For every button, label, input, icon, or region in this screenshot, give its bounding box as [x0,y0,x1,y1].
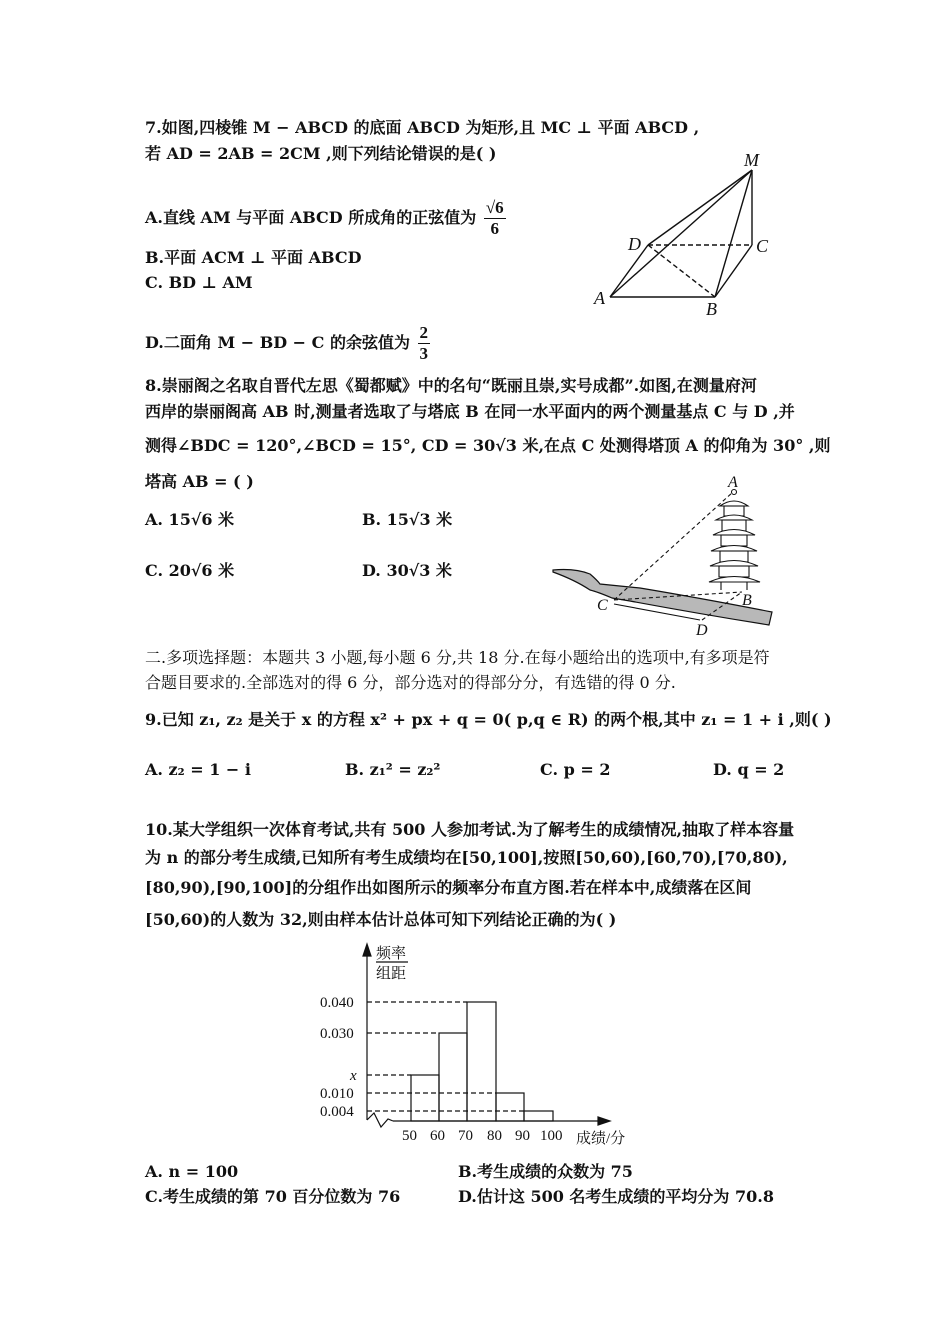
q10-stem-line4: [50,60)的人数为 32,则由样本估计总体可知下列结论正确的为( ) [145,910,617,929]
section2-line2: 合题目要求的.全部选对的得 6 分，部分选对的得部分分，有选错的得 0 分. [145,673,676,692]
q7-option-d-text: D.二面角 M − BD − C 的余弦值为 [145,333,410,352]
y-tick-x: x [350,1068,357,1084]
label-D: D [628,234,641,254]
fraction-denominator: 3 [419,344,429,363]
bar-60-70 [439,1033,467,1121]
label-C: C [597,597,608,614]
q8-stem-line1: 8.崇丽阁之名取自晋代左思《蜀都赋》中的名句“既丽且崇,实号成都”.如图,在测量府河 [145,376,757,395]
q8-stem-line2: 西岸的崇丽阁高 AB 时,测量者选取了与塔底 B 在同一水平面内的两个测量基点 C 与 D ,并 [145,402,795,421]
q7-option-b: B.平面 ACM ⊥ 平面 ABCD [145,248,362,267]
section2-line1: 二.多项选择题：本题共 3 小题,每小题 6 分,共 18 分.在每小题给出的选项中,有多项是符 [145,648,770,667]
bar-70-80 [467,1002,496,1121]
bar-80-90 [496,1093,524,1121]
x-tick-80: 80 [487,1128,502,1144]
q10-option-c: C.考生成绩的第 70 百分位数为 76 [145,1187,401,1206]
y-tick-0.004: 0.004 [320,1104,354,1120]
q9-option-a: A. z₂ = 1 − i [145,760,251,779]
q9-stem: 9.已知 z₁, z₂ 是关于 x 的方程 x² + px + q = 0( p,q ∈ R) 的两个根,其中 z₁ = 1 + i ,则( ) [145,710,832,729]
x-tick-70: 70 [458,1128,473,1144]
q10-option-a: A. n = 100 [145,1162,239,1181]
x-tick-100: 100 [540,1128,563,1144]
q8-stem-line3: 测得∠BDC = 120°,∠BCD = 15°, CD = 30√3 米,在点 C 处测得塔顶 A 的仰角为 30° ,则 [145,436,831,455]
y-tick-0.010: 0.010 [320,1086,354,1102]
label-B: B [742,592,752,609]
fraction-numerator: √6 [485,198,504,217]
q9-option-c: C. p = 2 [540,760,611,779]
y-tick-0.040: 0.040 [320,995,354,1011]
x-tick-50: 50 [402,1128,417,1144]
q7-stem-line1: 7.如图,四棱锥 M − ABCD 的底面 ABCD 为矩形,且 MC ⊥ 平面 ABCD , [145,118,700,137]
x-tick-60: 60 [430,1128,445,1144]
label-D: D [696,622,708,639]
ylabel-bottom: 组距 [376,966,407,982]
q8-option-a: A. 15√6 米 [145,510,235,529]
x-tick-90: 90 [515,1128,530,1144]
q10-option-d: D.估计这 500 名考生成绩的平均分为 70.8 [458,1187,774,1206]
ylabel-top: 频率 [376,946,407,962]
label-C: C [756,236,769,256]
q10-stem-line1: 10.某大学组织一次体育考试,共有 500 人参加考试.为了解考生的成绩情况,抽取了样本容量 [145,820,795,839]
q10-stem-line3: [80,90),[90,100]的分组作出如图所示的频率分布直方图.若在样本中,成绩落在区间 [145,878,752,897]
q10-option-b: B.考生成绩的众数为 75 [458,1162,633,1181]
q8-option-c: C. 20√6 米 [145,561,235,580]
y-tick-0.030: 0.030 [320,1026,354,1042]
q8-option-b: B. 15√3 米 [362,510,453,529]
bar-90-100 [524,1111,553,1121]
fraction-denominator: 6 [490,219,499,238]
q7-stem-line2: 若 AD = 2AB = 2CM ,则下列结论错误的是( ) [145,144,497,163]
label-B: B [706,299,717,319]
bar-50-60 [411,1075,439,1121]
q9-option-b: B. z₁² = z₂² [345,760,441,779]
label-M: M [744,150,759,170]
label-A: A [594,288,605,308]
label-A: A [728,474,738,491]
q9-option-d: D. q = 2 [713,760,785,779]
q7-option-c: C. BD ⊥ AM [145,273,253,292]
q8-option-d: D. 30√3 米 [362,561,452,580]
q10-stem-line2: 为 n 的部分考生成绩,已知所有考生成绩均在[50,100],按照[50,60),[60,70),[70,80), [145,848,788,867]
x-axis-label: 成绩/分 [576,1131,626,1147]
q8-stem-line4: 塔高 AB = ( ) [145,472,254,491]
fraction-numerator: 2 [419,323,429,342]
q7-option-a-text: A.直线 AM 与平面 ABCD 所成角的正弦值为 [145,208,477,227]
